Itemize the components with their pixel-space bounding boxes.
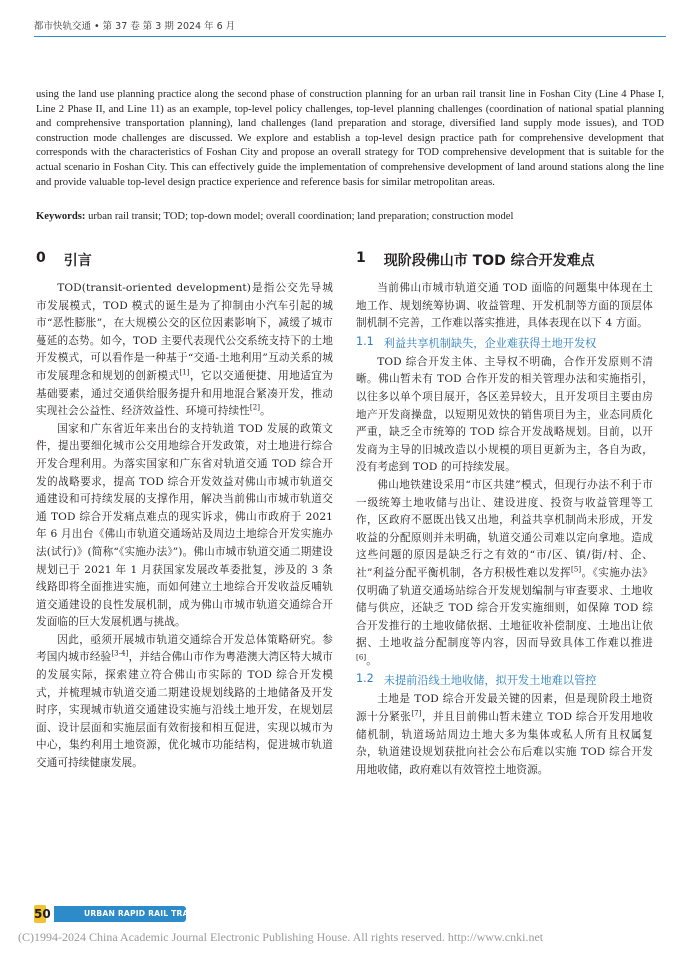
citation: [6] (356, 653, 367, 662)
section-0-title: 引言 (63, 253, 92, 269)
subsection-1-1-title: 利益共享机制缺失，企业难获得土地开发权 (383, 336, 597, 350)
citation: [5] (571, 565, 582, 574)
section-0-number: 0 (36, 250, 46, 266)
journal-tag: URBAN RAPID RAIL TRANSIT (84, 909, 210, 918)
subsection-1-1-heading (356, 335, 653, 351)
citation: [3-4] (111, 649, 129, 658)
intro-p3-text: 因此，亟须开展城市轨道交通综合开发总体策略研究。参考国内城市经验 (36, 633, 333, 664)
section-0-heading (36, 250, 333, 270)
s12-p1-end: ，并且目前佛山暂未建立 TOD 综合开发用地收储机制，轨道场站周边土地大多为集体或私人所有且权属复杂，轨道建设规划获批向社会公布后难以实施 TOD 综合开发用地收储，政府难以有效管控土地资源。 (356, 711, 654, 776)
keywords-label: Keywords: (36, 211, 86, 222)
intro-paragraph-1 (36, 280, 333, 421)
intro-p3-end: ，并结合佛山市作为粤港澳大湾区特大城市的发展实际，探索建立符合佛山市实际的 TOD 综合开发模式，并梳理城市轨道交通二期建设规划线路的土地储备及开发时序，实现城市轨道交通建设实施与沿线土地开发，在规划层面、设计层面和实施层面有效衔接和相互促进，实现以城市为中心，集约利用土地资源，优化城市功能结构，促进城市轨道交通可持续健康发展。 (36, 651, 333, 770)
s12-p1-text: 土地是 TOD 综合开发最关键的因素，但是现阶段土地资源十分紧张 (356, 693, 653, 724)
right-column (356, 250, 653, 779)
citation: [2] (249, 403, 261, 412)
intro-p1-text: TOD(transit-oriented development)是指公交先导城市发展模式，TOD 模式的诞生是为了抑制由小汽车引起的城市“恶性膨胀”，在大规模公交的区位因素影响下，减缓了城市蔓延的态势。如今，TOD 主要代表现代公交系统支持下的土地开发模式，可以看作是一种基于“交通-土地利用”互动关系的城市发展理念和规划的创新模式 (36, 282, 333, 382)
header-divider (34, 36, 666, 37)
subsection-1-2-title: 未提前沿线土地收储，拟开发土地难以管控 (383, 674, 597, 688)
copyright-line: (C)1994-2024 China Academic Journal Electronic Publishing House. All rights reserved. http://www.cnki.net (18, 930, 544, 944)
section-1-number: 1 (356, 250, 366, 266)
keywords-line (36, 210, 664, 225)
subsection-1-1-number: 1.1 (356, 334, 374, 348)
subsection-1-2-heading (356, 672, 653, 688)
subsection-1-2-paragraph (356, 691, 653, 779)
left-column (36, 250, 333, 773)
keywords-text: urban rail transit; TOD; top-down model; overall coordination; land preparation; construction model (85, 211, 514, 222)
intro-p1-end: 。 (260, 405, 271, 418)
citation: [1] (179, 368, 190, 377)
subsection-1-1-paragraph-1: TOD 综合开发主体、主导权不明确，合作开发原则不清晰。佛山暂未有 TOD 合作开发的相关管理办法和实施指引，以往多以单个项目展开，各区差异较大，且开发项目主要由房地产开发商操盘，以短期见效快的销售项目为主，业态同质化严重，缺乏全市统筹的 TOD 综合开发战略规划。目前，以开发商为主导的旧城改造以小规模的项目更新为主，各自为政，没有考虑到 TOD 的可持续发展。 (356, 355, 653, 474)
intro-paragraph-3 (36, 632, 333, 773)
subsection-1-2-number: 1.2 (356, 672, 374, 686)
abstract-text: using the land use planning practice along the second phase of construction planning for an urban rail transit line in Foshan City (Line 4 Phase I, Line 2 Phase II, and Line 11) as an example, top-level policy challenges, top-level planning challenges (coordination of national spatial planning and comprehensive transportation planning), land challenges (land preparation and storage, diversified land supply mode issues), and TOD construction mode challenges are discussed. We explore and establish a top-level design practice path for comprehensive development that corresponds with the characteristics of Foshan City and propose an overall strategy for TOD comprehensive development that is suitable for the actual scenario in Foshan City. This can effectively guide the implementation of comprehensive development of land around stations along the line and provide valuable top-level design practice experience and reference basis for similar metropolitan areas. (36, 89, 664, 188)
journal-header: 都市快轨交通 • 第 37 卷 第 3 期 2024 年 6 月 (34, 21, 236, 32)
section-1-title: 现阶段佛山市 TOD 综合开发难点 (383, 253, 595, 269)
s11-p2-mid: 。《实施办法》仅明确了轨道交通场站综合开发规划编制与审查要求、土地收储与供应，还缺乏 TOD 综合开发实施细则，如保障 TOD 综合开发推行的土地收储依据、土地征收补偿制度、土地出让依据、土地收益分配制度等内容，因而导致具体工作难以推进 (356, 566, 653, 650)
intro-paragraph-2: 国家和广东省近年来出台的支持轨道 TOD 发展的政策文件，提出要细化城市公交用地综合开发政策，对土地进行综合开发合理利用。为落实国家和广东省对轨道交通 TOD 综合开发的战略要求，提高 TOD 综合开发效益对佛山市城市轨道交通建设和可持续发展的支撑作用，解决当前佛山市城市轨道交通 TOD 综合开发痛点难点的现实诉求，佛山市政府于 2021 年 6 月出台《佛山市轨道交通场站及周边土地综合开发实施办法(试行)》(简称“《实施办法》”)。佛山市城市轨道交通二期建设规划已于 2021 年 1 月获国家发展改革委批复，涉及的 3 条线路即将全面推进实施，而如何建立土地综合开发收益反哺轨道交通建设的良性发展机制，成为佛山市城市轨道交通综合开发面临的巨大发展机遇与挑战。 (36, 422, 333, 629)
intro-p1-mid: ，它以交通便捷、用地适宜为基础要素，通过交通供给服务提升和用地混合紧凑开发，推动实现社会公益性、经济效益性、环境可持续性 (36, 369, 333, 418)
s11-p2-end: 。 (366, 654, 377, 667)
s11-p2-text: 佛山地铁建设采用“市区共建”模式，但现行办法不利于市一级统筹土地收储与出让、建设进度、投资与收益管理等工作，区政府不愿既出钱又出地，利益共享机制尚未形成，开发收益的分配原则并未明确，轨道交通公司难以定向拿地。造成这些问题的原因是缺乏行之有效的“市/区、镇/街/村、企、社”利益分配平衡机制，各方积极性难以发挥 (356, 478, 653, 579)
section-1-paragraph: 当前佛山市城市轨道交通 TOD 面临的问题集中体现在土地工作、规划统筹协调、收益管理、开发机制等方面的顶层体制机制不完善，工作难以落实推进，具体表现在以下 4 方面。 (356, 282, 653, 330)
section-1-heading (356, 250, 653, 270)
page-number: 50 (34, 907, 51, 921)
citation: [7] (411, 709, 422, 718)
subsection-1-1-paragraph-2 (356, 477, 653, 671)
